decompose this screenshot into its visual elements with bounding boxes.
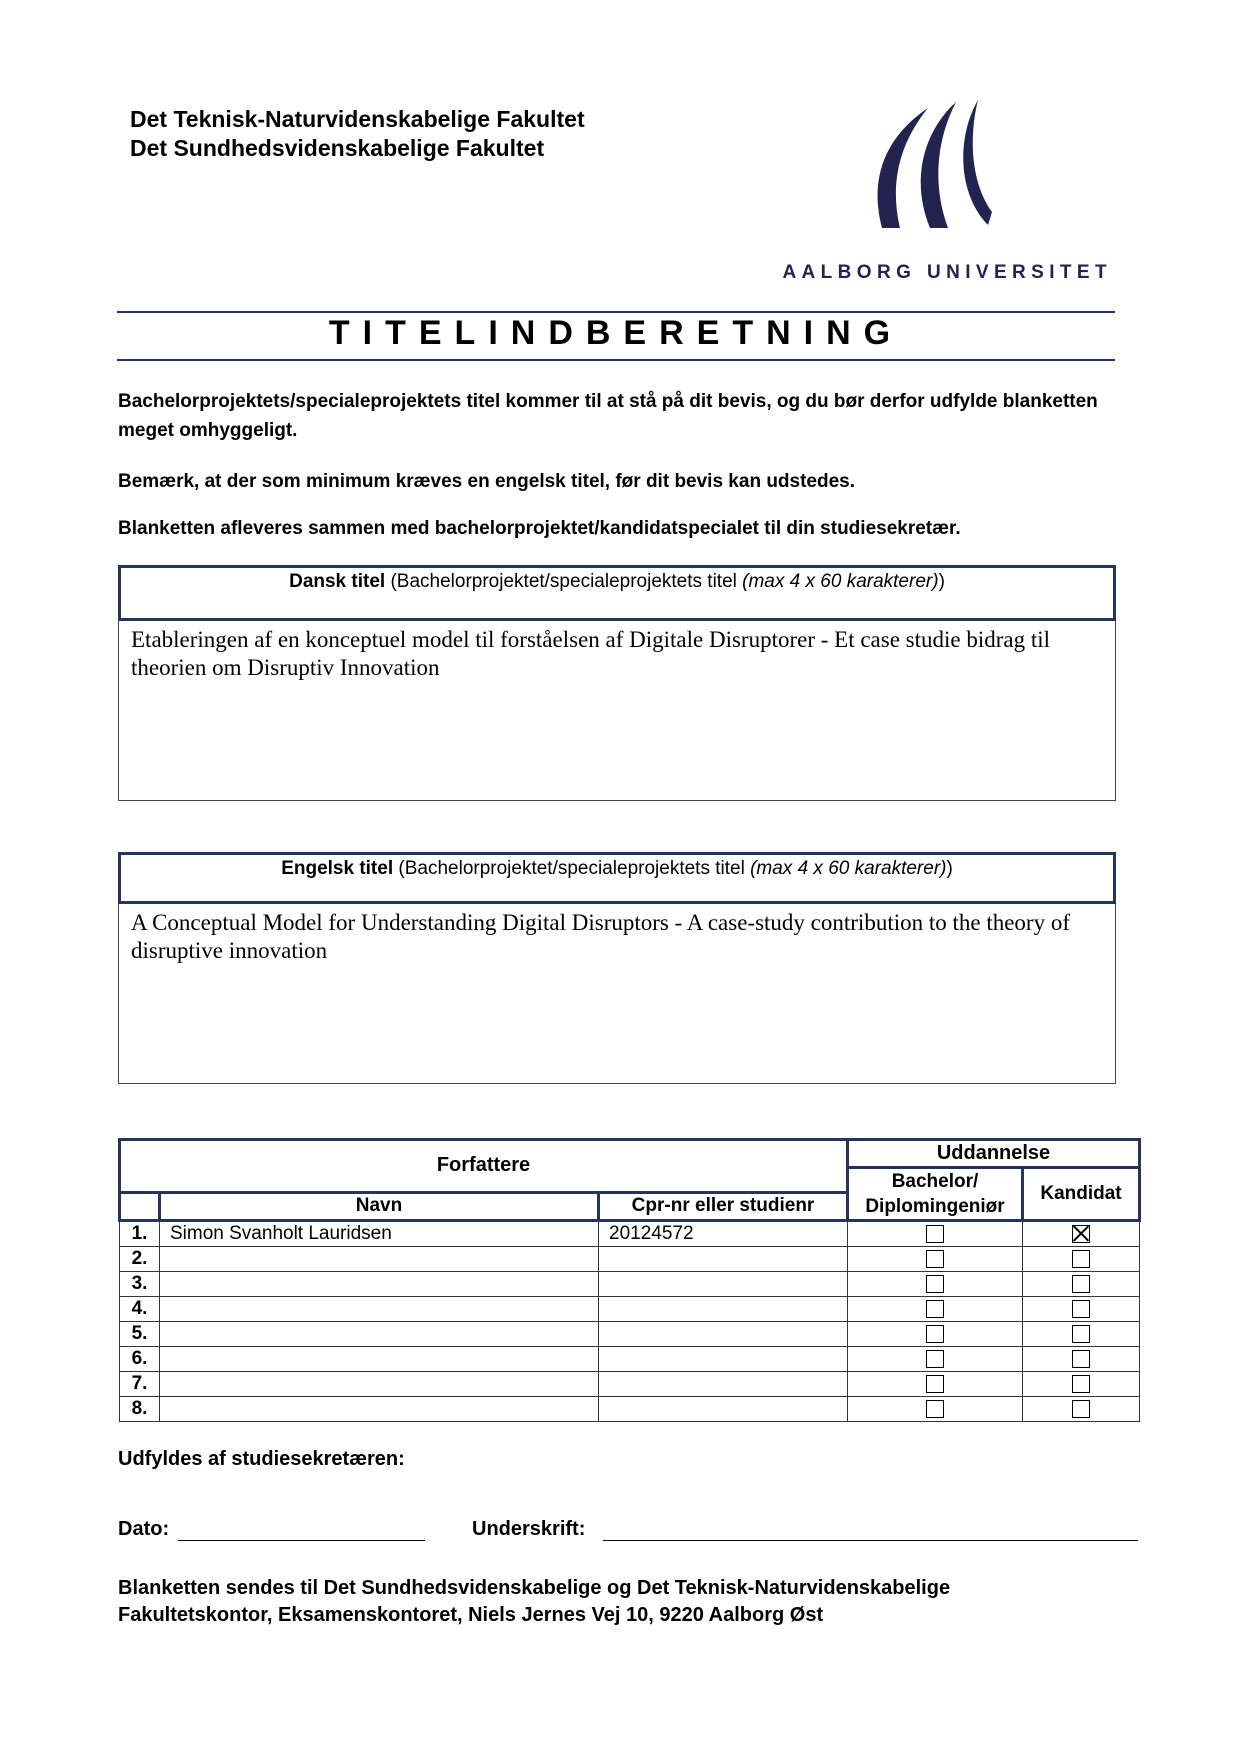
kandidat-checkbox[interactable] [1072, 1275, 1090, 1293]
danish-title-header [118, 565, 1116, 621]
faculty-line-2: Det Sundhedsvidenskabelige Fakultet [130, 135, 545, 161]
kandidat-checkbox-cell [1023, 1372, 1140, 1397]
danish-title-hint: (Bachelorprojektet/specialeprojektets titel [390, 571, 737, 592]
title-rule-bottom [117, 359, 1115, 361]
cpr-column-header: Cpr-nr eller studienr [599, 1192, 848, 1220]
signature-label: Underskrift: [472, 1518, 586, 1540]
university-logo-icon [868, 100, 993, 230]
secretary-label: Udfyldes af studiesekretæren: [118, 1448, 405, 1470]
author-name-cell[interactable]: Simon Svanholt Lauridsen [160, 1221, 599, 1247]
row-number: 8. [120, 1397, 160, 1422]
authors-group-header: Forfattere [120, 1140, 848, 1193]
intro-paragraph-1: Bachelorprojektets/specialeprojektets titel kommer til at stå på dit bevis, og du bør derfor udfylde blanketten meget omhyggeligt. [118, 391, 1098, 441]
english-title-hint: (Bachelorprojektet/specialeprojektets titel [398, 858, 745, 879]
bachelor-checkbox-cell [848, 1221, 1023, 1247]
bachelor-checkbox[interactable] [926, 1375, 944, 1393]
author-cpr-cell[interactable] [599, 1322, 848, 1347]
intro-paragraph-2: Bemærk, at der som minimum kræves en engelsk titel, før dit bevis kan udstedes. [118, 471, 856, 492]
signature-field[interactable] [603, 1540, 1138, 1541]
kandidat-checkbox-cell [1023, 1247, 1140, 1272]
faculty-line-1: Det Teknisk-Naturvidenskabelige Fakultet [130, 106, 585, 132]
table-row [120, 1297, 1140, 1322]
english-title-hint-max: (max 4 x 60 karakterer) [750, 858, 947, 879]
english-title-header [118, 852, 1116, 904]
name-column-header: Navn [160, 1192, 599, 1220]
danish-title-label: Dansk titel [289, 571, 386, 592]
date-label: Dato: [118, 1518, 170, 1540]
bachelor-checkbox[interactable] [926, 1300, 944, 1318]
kandidat-checkbox[interactable] [1072, 1300, 1090, 1318]
author-cpr-cell[interactable] [599, 1397, 848, 1422]
bachelor-checkbox[interactable] [926, 1250, 944, 1268]
author-name-cell[interactable] [160, 1347, 599, 1372]
footer-line-2: Fakultetskontor, Eksamenskontoret, Niels Jernes Vej 10, 9220 Aalborg Øst [118, 1604, 824, 1626]
kandidat-checkbox-cell [1023, 1272, 1140, 1297]
bachelor-checkbox[interactable] [926, 1400, 944, 1418]
table-row [120, 1272, 1140, 1297]
table-row [120, 1247, 1140, 1272]
table-row [120, 1372, 1140, 1397]
bachelor-checkbox[interactable] [926, 1275, 944, 1293]
bachelor-checkbox-cell [848, 1347, 1023, 1372]
author-name-cell[interactable] [160, 1372, 599, 1397]
english-title-box [118, 852, 1116, 1084]
footer-line-1: Blanketten sendes til Det Sundhedsvidenskabelige og Det Teknisk-Naturvidenskabelige [118, 1577, 951, 1599]
kandidat-checkbox[interactable] [1072, 1250, 1090, 1268]
author-cpr-cell[interactable] [599, 1297, 848, 1322]
author-cpr-cell[interactable] [599, 1347, 848, 1372]
title-rule-top [117, 311, 1115, 313]
university-name: AALBORG UNIVERSITET [782, 262, 1112, 283]
danish-title-field[interactable]: Etableringen af en konceptuel model til forståelsen af Digitale Disruptorer - Et case studie bidrag til theorien om Disruptiv Innovation [131, 627, 1051, 680]
row-number: 6. [120, 1347, 160, 1372]
row-number: 5. [120, 1322, 160, 1347]
table-row [120, 1347, 1140, 1372]
kandidat-checkbox-cell [1023, 1397, 1140, 1422]
author-cpr-cell[interactable] [599, 1247, 848, 1272]
bachelor-checkbox-cell [848, 1297, 1023, 1322]
row-number: 1. [120, 1221, 160, 1247]
kandidat-checkbox-cell [1023, 1221, 1140, 1247]
author-name-cell[interactable] [160, 1272, 599, 1297]
kandidat-checkbox[interactable] [1072, 1325, 1090, 1343]
number-column-header [120, 1192, 160, 1220]
author-cpr-cell[interactable] [599, 1372, 848, 1397]
bachelor-checkbox[interactable] [926, 1225, 944, 1243]
education-header: Uddannelse [848, 1140, 1140, 1168]
table-row [120, 1397, 1140, 1422]
english-title-hint-end: ) [946, 858, 953, 879]
row-number: 3. [120, 1272, 160, 1297]
kandidat-checkbox[interactable] [1072, 1400, 1090, 1418]
english-title-field[interactable]: A Conceptual Model for Understanding Digital Disruptors - A case-study contribution to the theory of disruptive innovation [131, 910, 1071, 963]
row-number: 7. [120, 1372, 160, 1397]
row-number: 4. [120, 1297, 160, 1322]
english-title-label: Engelsk titel [281, 858, 394, 879]
bachelor-column-header: Bachelor/ Diplomingeniør [848, 1168, 1023, 1221]
kandidat-checkbox[interactable] [1072, 1350, 1090, 1368]
danish-title-hint-max: (max 4 x 60 karakterer) [742, 571, 939, 592]
table-row [120, 1221, 1140, 1247]
kandidat-checkbox-cell [1023, 1347, 1140, 1372]
bachelor-checkbox-cell [848, 1272, 1023, 1297]
kandidat-checkbox-cell [1023, 1297, 1140, 1322]
kandidat-checkbox-cell [1023, 1322, 1140, 1347]
author-name-cell[interactable] [160, 1322, 599, 1347]
bachelor-checkbox-cell [848, 1372, 1023, 1397]
author-name-cell[interactable] [160, 1397, 599, 1422]
kandidat-column-header: Kandidat [1023, 1168, 1140, 1221]
row-number: 2. [120, 1247, 160, 1272]
danish-title-hint-end: ) [938, 571, 945, 592]
intro-paragraph-3: Blanketten afleveres sammen med bachelorprojektet/kandidatspecialet til din studiesekretær. [118, 518, 961, 539]
bachelor-checkbox[interactable] [926, 1325, 944, 1343]
bachelor-checkbox-cell [848, 1397, 1023, 1422]
author-cpr-cell[interactable] [599, 1272, 848, 1297]
author-name-cell[interactable] [160, 1247, 599, 1272]
table-row [120, 1322, 1140, 1347]
bachelor-checkbox-cell [848, 1322, 1023, 1347]
kandidat-checkbox[interactable] [1072, 1375, 1090, 1393]
author-cpr-cell[interactable]: 20124572 [599, 1221, 848, 1247]
kandidat-checkbox[interactable] [1072, 1225, 1090, 1243]
bachelor-checkbox[interactable] [926, 1350, 944, 1368]
date-field[interactable] [178, 1540, 425, 1541]
page-title: TITELINDBERETNING [328, 314, 904, 352]
bachelor-checkbox-cell [848, 1247, 1023, 1272]
author-name-cell[interactable] [160, 1297, 599, 1322]
danish-title-box [118, 565, 1116, 801]
authors-table [118, 1138, 1141, 1422]
